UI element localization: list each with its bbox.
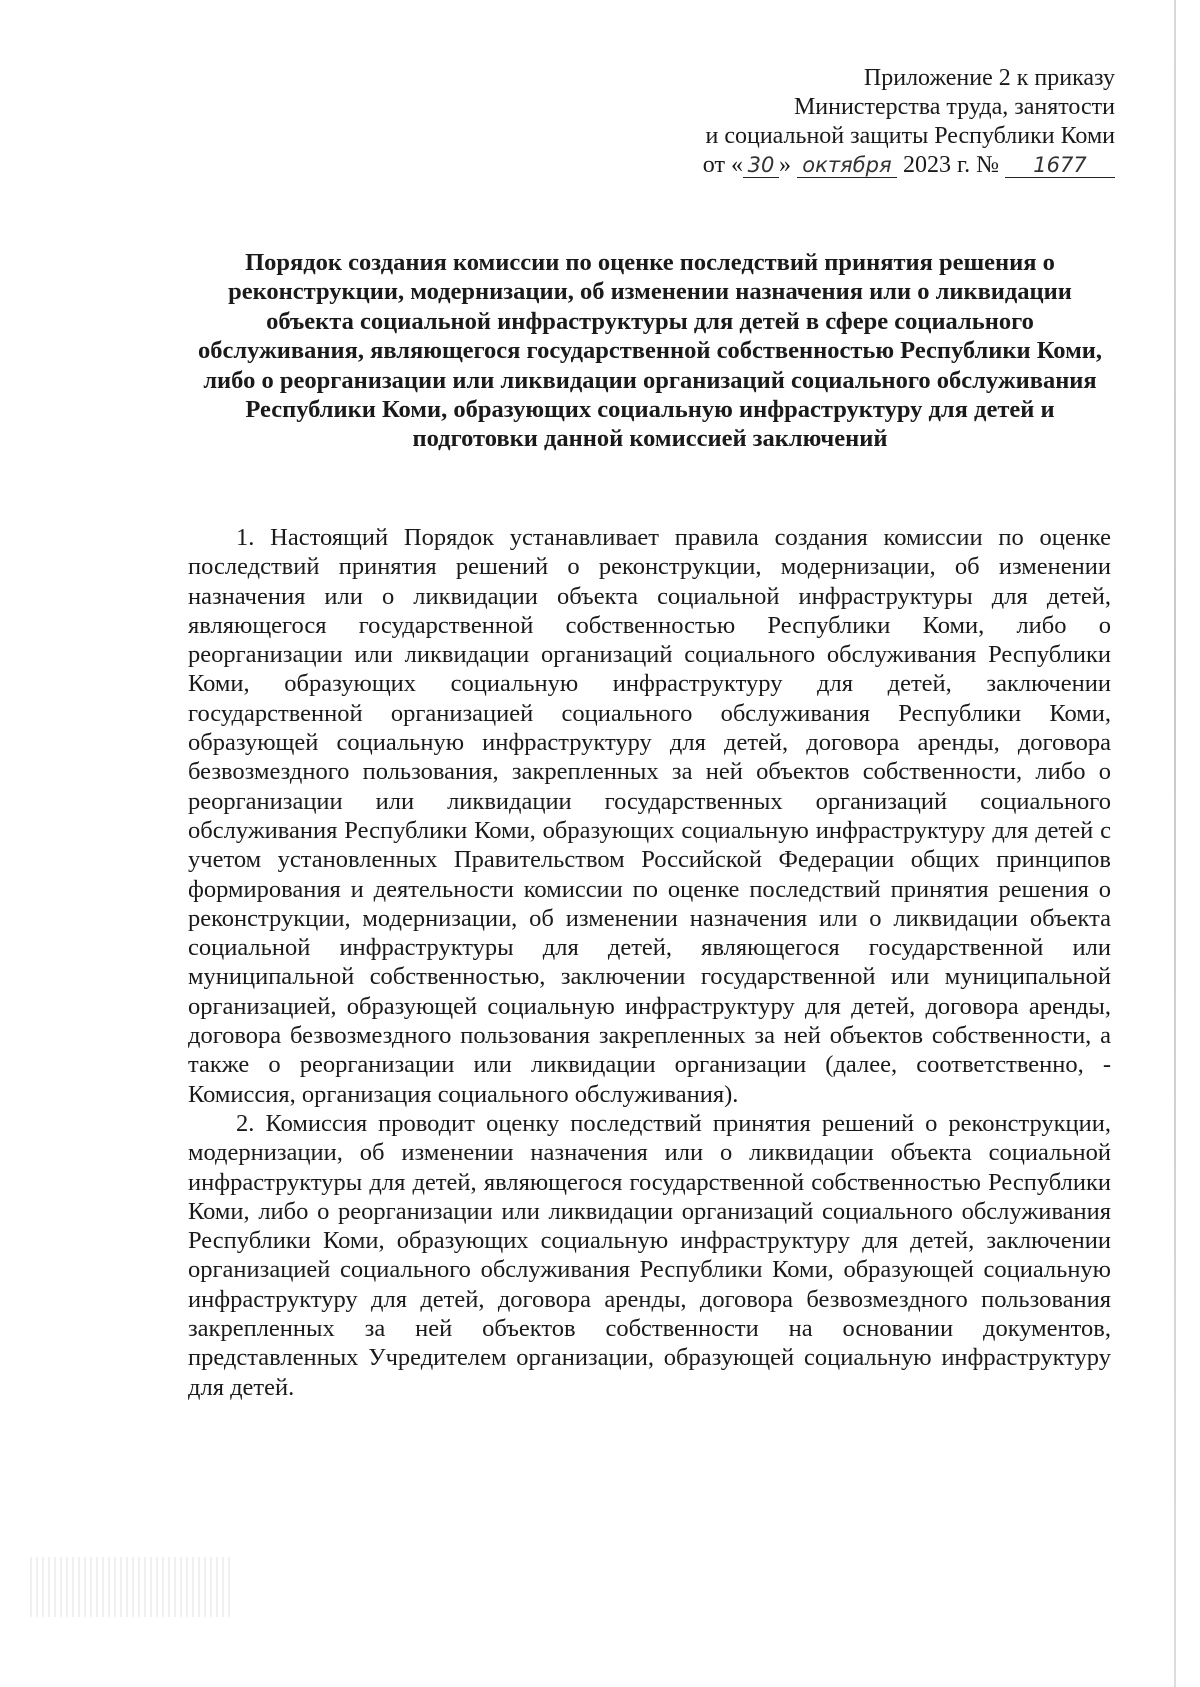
paragraph-1: 1. Настоящий Порядок устанавливает правила создания комиссии по оценке последствий принятия решений о реконструкции, модернизации, об изменении назначения или о ликвидации объекта социальной инфраструктуры для детей, являющегося государственной собственностью Республики Коми, либо о реорганизации или ликвидации организаций социального обслуживания Республики Коми, образующих социальную инфраструктуру для детей, заключении государственной организацией социального обслуживания Республики Коми, образующей социальную инфраструктуру для детей, договора аренды, договора безвозмездного пользования, закрепленных за ней объектов собственности, либо о реорганизации или ликвидации государственных организаций социального обслуживания Республики Коми, образующих социальную инфраструктуру для детей с учетом установленных Правительством Российской Федерации общих принципов формирования и деятельности комиссии по оценке последствий принятия решения о реконструкции, модернизации, об изменении назначения или о ликвидации объекта социальной инфраструктуры для детей, являющегося государственной или муниципальной собственностью, заключении государственной или муниципальной организацией, образующей социальную инфраструктуру для детей, договора аренды, договора безвозмездного пользования закрепленных за ней объектов собственности, а также о реорганизации или ликвидации организации (далее, соответственно, - Комиссия, организация социального обслуживания).	[188, 524, 1111, 1108]
date-prefix: от «	[702, 152, 743, 178]
paragraph-2: 2. Комиссия проводит оценку последствий принятия решений о реконструкции, модернизации, об изменении назначения или о ликвидации объекта социальной инфраструктуры для детей, являющегося государственной собственностью Республики Коми, либо о реорганизации или ликвидации организаций социального обслуживания Республики Коми, образующих социальную инфраструктуру для детей, заключении организацией социального обслуживания Республики Коми, образующей социальную инфраструктуру для детей, договора аренды, договора безвозмездного пользования закрепленных за ней объектов собственности на основании документов, представленных Учредителем организации, образующей социальную инфраструктуру для детей.	[188, 1109, 1111, 1401]
appendix-header	[703, 64, 1115, 180]
scan-edge-line	[1174, 0, 1176, 1687]
header-line-ministry-cont: и социальной защиты Республики Коми	[705, 123, 1115, 149]
date-quote-close: »	[778, 152, 791, 178]
handwritten-order-number: 1677	[1005, 153, 1115, 178]
scan-noise-artifact	[30, 1557, 230, 1617]
document-title: Порядок создания комиссии по оценке последствий принятия решения о реконструкции, модернизации, об изменении назначения или о ликвидации объекта социальной инфраструктуры для детей в сфере социального обслуживания, являющегося государственной собственностью Республики Коми, либо о реорганизации или ликвидации организаций социального обслуживания Республики Коми, образующих социальную инфраструктуру для детей и подготовки данной комиссией заключений	[197, 249, 1103, 453]
document-body	[188, 523, 1111, 1402]
header-line-appendix: Приложение 2 к приказу	[863, 65, 1115, 91]
handwritten-month: октября	[797, 153, 897, 178]
header-line-ministry: Министерства труда, занятости	[793, 94, 1115, 120]
order-date-line	[703, 151, 1115, 180]
handwritten-day: 30	[743, 153, 779, 178]
date-year: 2023 г. №	[902, 152, 999, 178]
